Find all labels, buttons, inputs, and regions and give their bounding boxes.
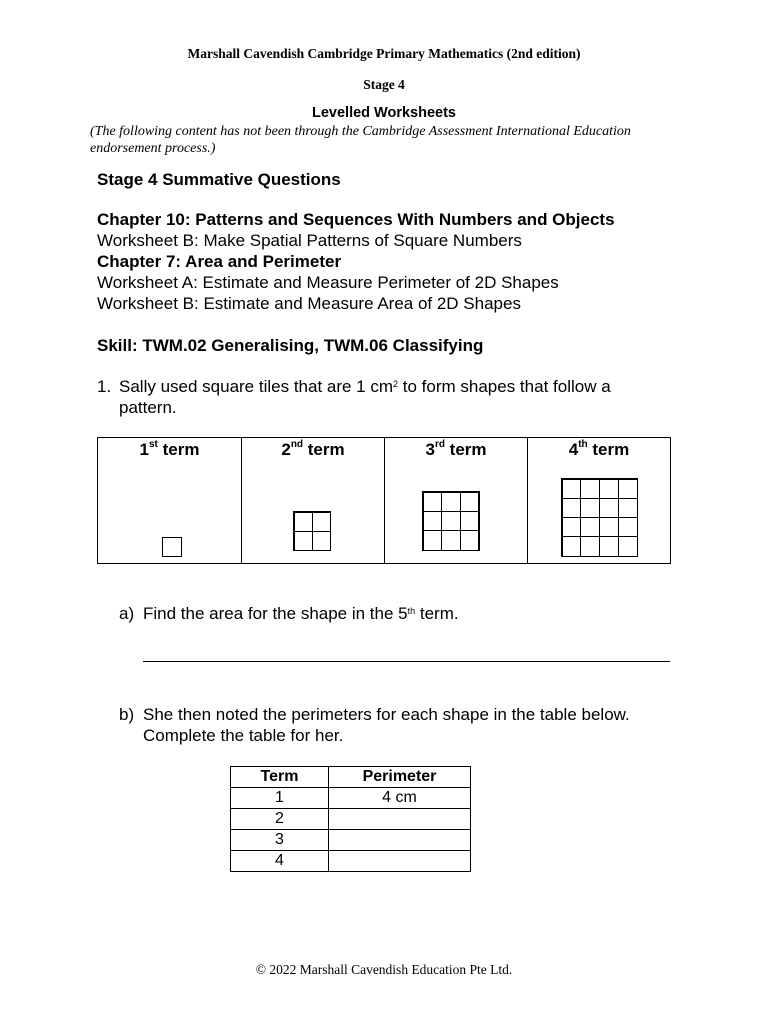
table-row bbox=[231, 788, 471, 809]
term-value: 3 bbox=[231, 830, 329, 851]
table-header: Perimeter bbox=[329, 767, 471, 788]
tile-pattern-3 bbox=[422, 491, 480, 551]
answer-line[interactable] bbox=[143, 661, 670, 662]
tile-pattern-4 bbox=[561, 478, 638, 557]
chapter-title: Chapter 10: Patterns and Sequences With Numbers and Objects bbox=[97, 210, 615, 229]
endorsement-note-line1: (The following content has not been through the Cambridge Assessment International Education bbox=[90, 124, 631, 139]
perimeter-value[interactable] bbox=[329, 830, 471, 851]
term-header: 4th term bbox=[568, 439, 630, 459]
question-text-line2: pattern. bbox=[119, 398, 177, 417]
perimeter-value[interactable]: 4 cm bbox=[329, 788, 471, 809]
term-cell bbox=[528, 438, 670, 563]
term-value: 4 bbox=[231, 851, 329, 872]
term-value: 2 bbox=[231, 809, 329, 830]
part-b-line2: Complete the table for her. bbox=[143, 726, 344, 745]
worksheet-line: Worksheet B: Make Spatial Patterns of Square Numbers bbox=[97, 231, 522, 250]
endorsement-note bbox=[90, 123, 631, 157]
term-header: 2nd term bbox=[281, 439, 345, 459]
table-row bbox=[231, 851, 471, 872]
footer-copyright: © 2022 Marshall Cavendish Education Pte Ltd. bbox=[255, 962, 513, 977]
part-b-letter: b) bbox=[119, 705, 135, 724]
stage-label: Stage 4 bbox=[363, 77, 405, 92]
book-title: Marshall Cavendish Cambridge Primary Mathematics (2nd edition) bbox=[187, 46, 581, 61]
tile-pattern-1 bbox=[162, 537, 182, 557]
term-header: 1st term bbox=[139, 439, 200, 459]
table-row bbox=[231, 830, 471, 851]
worksheet-line: Worksheet A: Estimate and Measure Perimeter of 2D Shapes bbox=[97, 273, 559, 292]
table-header: Term bbox=[231, 767, 329, 788]
term-header: 3rd term bbox=[425, 439, 487, 459]
worksheet-line: Worksheet B: Estimate and Measure Area of 2D Shapes bbox=[97, 294, 521, 313]
table-header-row bbox=[231, 767, 471, 788]
skill-line: Skill: TWM.02 Generalising, TWM.06 Classifying bbox=[97, 336, 484, 355]
part-a-letter: a) bbox=[119, 604, 135, 623]
pattern-table bbox=[97, 437, 671, 564]
part-b-line1: She then noted the perimeters for each shape in the table below. bbox=[143, 705, 630, 724]
term-cell bbox=[98, 438, 242, 563]
section-title: Stage 4 Summative Questions bbox=[97, 170, 341, 189]
table-row bbox=[231, 809, 471, 830]
question-text-part: to form shapes that follow a bbox=[398, 377, 611, 396]
perimeter-table bbox=[230, 766, 471, 872]
perimeter-value[interactable] bbox=[329, 809, 471, 830]
term-cell bbox=[242, 438, 385, 563]
tile-pattern-2 bbox=[293, 511, 331, 551]
part-b-text bbox=[143, 704, 630, 746]
question-number: 1. bbox=[97, 377, 112, 396]
chapter-title: Chapter 7: Area and Perimeter bbox=[97, 252, 342, 271]
chapter-list bbox=[97, 209, 615, 314]
endorsement-note-line2: endorsement process.) bbox=[90, 141, 216, 156]
perimeter-value[interactable] bbox=[329, 851, 471, 872]
question-text bbox=[119, 376, 611, 418]
superscript: 2 bbox=[393, 379, 399, 389]
part-a-text: Find the area for the shape in the 5th term. bbox=[143, 604, 459, 623]
question-text-part: Sally used square tiles that are 1 cm bbox=[119, 377, 394, 396]
term-cell bbox=[385, 438, 528, 563]
term-value: 1 bbox=[231, 788, 329, 809]
worksheet-subtitle: Levelled Worksheets bbox=[312, 105, 456, 121]
